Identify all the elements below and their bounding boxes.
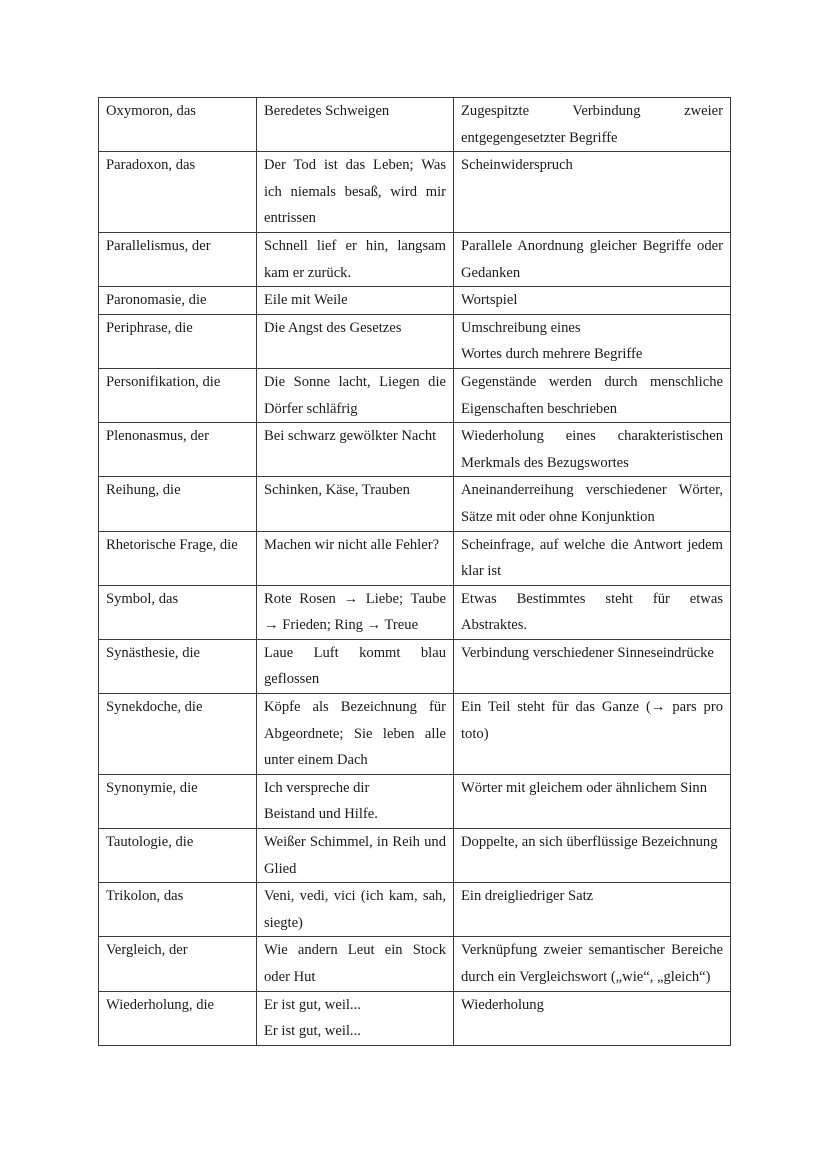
table-row — [99, 314, 731, 368]
term-cell: Synekdoche, die — [99, 694, 257, 775]
example-text: Er ist gut, weil... — [264, 996, 361, 1013]
table-row — [99, 829, 731, 883]
definition-text: Etwas Bestimmtes steht für etwas Abstraktes. — [461, 590, 723, 634]
definition-cell — [454, 937, 731, 991]
table-row — [99, 287, 731, 315]
definition-text: Umschreibung eines — [461, 319, 581, 336]
example-text: Köpfe als Bezeichnung für Abgeordnete; Sie leben alle unter einem Dach — [264, 699, 446, 769]
definition-text: Parallele Anordnung gleicher Begriffe oder Gedanken — [461, 237, 723, 281]
term-cell: Oxymoron, das — [99, 98, 257, 152]
definition-cell — [454, 694, 731, 775]
example-cell — [257, 991, 454, 1045]
example-cell — [257, 423, 454, 477]
table-row — [99, 639, 731, 693]
term-cell: Periphrase, die — [99, 314, 257, 368]
example-cell — [257, 585, 454, 639]
example-text: Bei schwarz gewölkter Nacht — [264, 428, 437, 445]
definition-text: Wiederholung eines charakteristischen Merkmals des Bezugswortes — [461, 428, 723, 471]
definition-text: Scheinfrage, auf welche die Antwort jedem klar ist — [461, 536, 723, 580]
table-row — [99, 423, 731, 477]
term-cell: Tautologie, die — [99, 829, 257, 883]
example-cell — [257, 314, 454, 368]
example-cell — [257, 639, 454, 693]
table-row — [99, 883, 731, 937]
definition-text: Zugespitzte Verbindung zweier entgegengesetzter Begriffe — [461, 103, 723, 146]
table-row — [99, 774, 731, 828]
example-text: Weißer Schimmel, in Reih und Glied — [264, 834, 446, 877]
example-text: Schnell lief er hin, langsam kam er zurück. — [264, 237, 446, 281]
example-cell — [257, 694, 454, 775]
definition-cell — [454, 232, 731, 286]
definition-cell — [454, 829, 731, 883]
example-cell — [257, 883, 454, 937]
table-row — [99, 232, 731, 286]
definition-text: Ein dreigliedriger Satz — [461, 888, 594, 905]
term-cell: Parallelismus, der — [99, 232, 257, 286]
term-cell: Rhetorische Frage, die — [99, 531, 257, 585]
example-text: Machen wir nicht alle Fehler? — [264, 536, 440, 553]
definition-cell — [454, 368, 731, 422]
definition-text: Wörter mit gleichem oder ähnlichem Sinn — [461, 779, 707, 796]
definition-text: Gegenstände werden durch menschliche Eigenschaften beschrieben — [461, 373, 723, 417]
rhetorical-figures-table — [98, 97, 731, 1046]
example-text: Laue Luft kommt blau geflossen — [264, 644, 446, 688]
definition-cell — [454, 152, 731, 233]
example-cell — [257, 98, 454, 152]
definition-cell — [454, 477, 731, 531]
table-body — [99, 98, 731, 1046]
example-text: Die Angst des Gesetzes — [264, 319, 402, 336]
definition-text: Ein Teil steht für das Ganze (→ pars pro toto) — [461, 699, 723, 742]
term-cell: Trikolon, das — [99, 883, 257, 937]
definition-cell — [454, 774, 731, 828]
term-cell: Vergleich, der — [99, 937, 257, 991]
table-row — [99, 98, 731, 152]
example-text: Veni, vedi, vici (ich kam, sah, siegte) — [264, 888, 446, 931]
example-text: Die Sonne lacht, Liegen die Dörfer schläfrig — [264, 373, 446, 417]
table-row — [99, 585, 731, 639]
example-text: Wie andern Leut ein Stock oder Hut — [264, 942, 446, 985]
definition-cell — [454, 639, 731, 693]
example-cell — [257, 287, 454, 315]
table-row — [99, 937, 731, 991]
example-cell — [257, 774, 454, 828]
term-cell: Wiederholung, die — [99, 991, 257, 1045]
example-text: Beistand und Hilfe. — [264, 806, 378, 823]
table-row — [99, 991, 731, 1045]
example-cell — [257, 937, 454, 991]
term-cell: Synonymie, die — [99, 774, 257, 828]
example-cell — [257, 477, 454, 531]
term-cell: Plenonasmus, der — [99, 423, 257, 477]
term-cell: Paradoxon, das — [99, 152, 257, 233]
term-cell: Synästhesie, die — [99, 639, 257, 693]
definition-text: Wortes durch mehrere Begriffe — [461, 346, 643, 363]
table-row — [99, 531, 731, 585]
example-cell — [257, 829, 454, 883]
table-row — [99, 368, 731, 422]
term-cell: Personifikation, die — [99, 368, 257, 422]
definition-text: Wiederholung — [461, 996, 544, 1013]
example-cell — [257, 232, 454, 286]
definition-cell — [454, 991, 731, 1045]
definition-cell — [454, 883, 731, 937]
term-cell: Paronomasie, die — [99, 287, 257, 315]
definition-text: Verbindung verschiedener Sinneseindrücke — [461, 644, 714, 661]
definition-text: Scheinwiderspruch — [461, 157, 573, 174]
definition-cell — [454, 98, 731, 152]
table-row — [99, 477, 731, 531]
example-cell — [257, 531, 454, 585]
definition-cell — [454, 585, 731, 639]
table-row — [99, 152, 731, 233]
example-text: Eile mit Weile — [264, 292, 348, 309]
definition-cell — [454, 423, 731, 477]
example-cell — [257, 368, 454, 422]
definition-cell — [454, 531, 731, 585]
document-page — [98, 97, 730, 1046]
term-cell: Reihung, die — [99, 477, 257, 531]
example-text: Beredetes Schweigen — [264, 103, 390, 119]
example-text: Er ist gut, weil... — [264, 1023, 361, 1040]
example-text: Ich verspreche dir — [264, 779, 370, 796]
definition-text: Verknüpfung zweier semantischer Bereiche durch ein Vergleichswort („wie“, „gleich“) — [461, 942, 723, 985]
term-cell: Symbol, das — [99, 585, 257, 639]
definition-text: Doppelte, an sich überflüssige Bezeichnung — [461, 834, 718, 851]
example-text: Der Tod ist das Leben; Was ich niemals besaß, wird mir entrissen — [264, 157, 446, 227]
table-row — [99, 694, 731, 775]
definition-cell — [454, 287, 731, 315]
example-cell — [257, 152, 454, 233]
example-text: Schinken, Käse, Trauben — [264, 482, 410, 499]
definition-text: Wortspiel — [461, 292, 518, 309]
definition-text: Aneinanderreihung verschiedener Wörter, Sätze mit oder ohne Konjunktion — [461, 482, 723, 525]
example-text: Rote Rosen → Liebe; Taube → Frieden; Ring → Treue — [264, 590, 446, 634]
definition-cell — [454, 314, 731, 368]
